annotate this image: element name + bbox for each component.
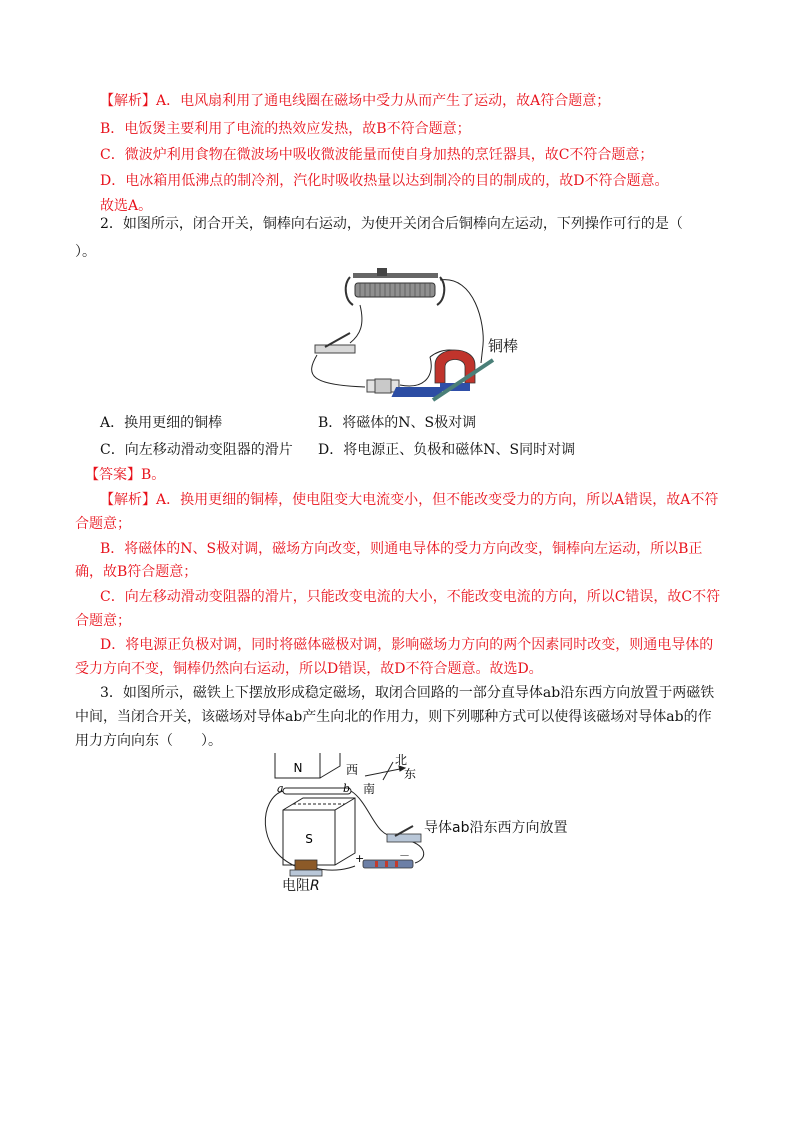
q2-analysis-d-cont: 受力方向不变，铜棒仍然向右运动，所以D错误，故D不符合题意。故选D。 (75, 661, 543, 677)
resistor-label-main: 电阻 (282, 878, 310, 894)
q2-analysis-c: C．向左移动滑动变阻器的滑片，只能改变电流的大小，不能改变电流的方向，所以C错误，故C不符 (100, 589, 721, 605)
q2-analysis-c-cont: 合题意； (75, 613, 131, 629)
q3-stem-line-3: 用力方向向东（ ）。 (75, 733, 222, 749)
compass-east: 东 (404, 767, 417, 781)
q1-analysis-b: B．电饭煲主要利用了电流的热效应发热，故B不符合题意； (100, 121, 471, 137)
battery-minus: － (399, 849, 410, 862)
resistor-label-var: R (310, 878, 320, 894)
battery-plus: + (355, 852, 365, 865)
resistor-label (282, 876, 320, 896)
q2-analysis-b: B．将磁体的N、S极对调，磁场方向改变，则通电导体的受力方向改变，铜棒向左运动，所以B正 (100, 541, 703, 557)
copper-rod-label: 铜棒 (488, 337, 519, 355)
q1-analysis-line-1 (100, 91, 610, 111)
q1-conclusion: 故选A。 (100, 198, 153, 214)
q2-stem-line-1: 2．如图所示，闭合开关，铜棒向右运动，为使开关闭合后铜棒向左运动，下列操作可行的是（ (100, 216, 683, 232)
magnet-s (283, 798, 355, 865)
q2-option-b: B．将磁体的N、S极对调 (318, 415, 477, 431)
compass-north: 北 (395, 753, 408, 767)
compass-west: 西 (346, 763, 359, 777)
magnet-n (275, 753, 340, 778)
q2-analysis-b-cont: 确，故B符合题意； (75, 564, 198, 580)
q2-analysis-line-a (100, 490, 718, 510)
switch (387, 826, 421, 842)
resistor (290, 860, 322, 876)
magnet-s-label: S (305, 832, 313, 846)
q2-option-a: A．换用更细的铜棒 (100, 415, 223, 431)
q3-conductor-note: 导体ab沿东西方向放置 (424, 820, 568, 836)
q2-stem-line-2: ）。 (75, 244, 96, 260)
q2-analysis-a-cont: 合题意； (75, 516, 131, 532)
q1-analysis-a: A．电风扇利用了通电线圈在磁场中受力从而产生了运动，故A符合题意； (156, 93, 611, 109)
q2-option-c: C．向左移动滑动变阻器的滑片 (100, 442, 293, 458)
battery (367, 379, 399, 393)
q2-option-d: D．将电源正、负极和磁体N、S同时对调 (318, 442, 576, 458)
label-b: b (343, 782, 351, 795)
analysis-tag: 【解析】 (100, 93, 156, 109)
magnet-n-label: N (293, 761, 303, 775)
q1-analysis-d: D．电冰箱用低沸点的制冷剂，汽化时吸收热量以达到制冷的目的制成的，故D不符合题意。 (100, 173, 669, 189)
q2-answer: 【答案】B。 (85, 467, 166, 483)
compass-south: 南 (363, 782, 376, 796)
q2-analysis-a: A．换用更细的铜棒，使电阻变大电流变小，但不能改变受力的方向，所以A错误，故A不符 (156, 492, 719, 508)
q2-circuit-figure (305, 265, 545, 405)
label-a: a (277, 782, 284, 795)
rheostat (346, 268, 445, 305)
q3-stem-line-2: 中间，当闭合开关，该磁场对导体ab产生向北的作用力，则下列哪种方式可以使得该磁场对导体ab的作 (75, 709, 712, 725)
q3-stem-line-1: 3．如图所示，磁铁上下摆放形成稳定磁场，取闭合回路的一部分直导体ab沿东西方向放置于两磁铁 (100, 685, 715, 701)
switch (315, 333, 355, 353)
q2-analysis-d: D．将电源正负极对调，同时将磁体磁极对调，影响磁场力方向的两个因素同时改变，则通电导体的 (100, 637, 714, 653)
analysis-tag: 【解析】 (100, 492, 156, 508)
horseshoe-magnet (391, 350, 475, 397)
q1-analysis-c: C．微波炉利用食物在微波场中吸收微波能量而使自身加热的烹饪器具，故C不符合题意； (100, 147, 654, 163)
conductor-ab (283, 788, 351, 794)
